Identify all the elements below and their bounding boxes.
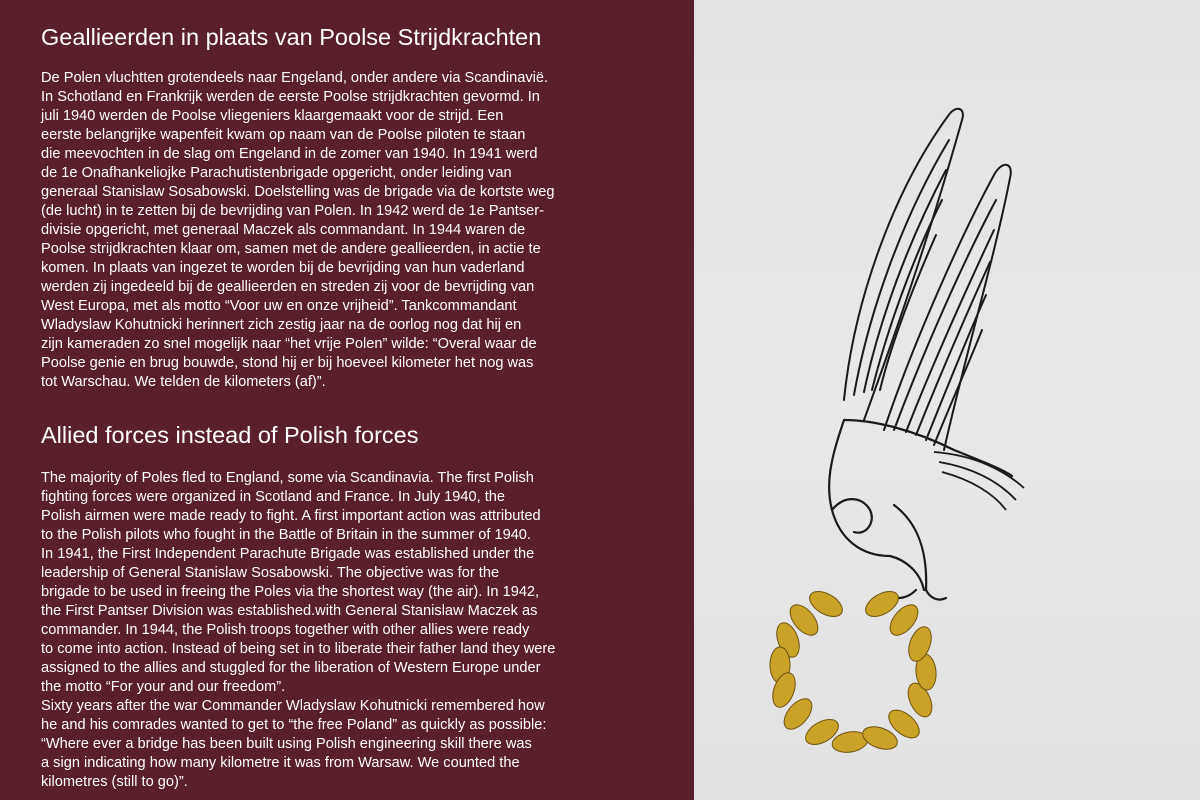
text-line: kilometres (still to go)”. bbox=[41, 774, 188, 790]
text-line: de 1e Onafhankeliojke Parachutistenbrigade opgericht, onder leiding van bbox=[41, 165, 512, 181]
text-line: the motto “For your and our freedom”. bbox=[41, 679, 286, 695]
text-line: Poolse genie en brug bouwde, stond hij er bij hoeveel kilometer het nog was bbox=[41, 355, 534, 371]
text-line: brigade to be used in freeing the Poles via the shortest way (the air). In 1942, bbox=[41, 584, 540, 600]
text-line: tot Warschau. We telden de kilometers (af)”. bbox=[41, 374, 326, 390]
text-line: die meevochten in de slag om Engeland in de zomer van 1940. In 1941 werd bbox=[41, 146, 538, 162]
text-line: zijn kameraden zo snel mogelijk naar “het vrije Polen” wilde: “Overal waar de bbox=[41, 336, 537, 352]
text-line: In 1941, the First Independent Parachute Brigade was established under the bbox=[41, 546, 535, 562]
text-line: eerste belangrijke wapenfeit kwam op naam van de Poolse piloten te staan bbox=[41, 127, 526, 143]
text-line: “Where ever a bridge has been built using Polish engineering skill there was bbox=[41, 736, 532, 752]
text-line: komen. In plaats van ingezet te worden bij de bevrijding van hun vaderland bbox=[41, 260, 525, 276]
text-line: De Polen vluchtten grotendeels naar Engeland, onder andere via Scandinavië. bbox=[41, 70, 549, 86]
text-line: assigned to the allies and stuggled for the liberation of Western Europe under bbox=[41, 660, 541, 676]
emblem-panel bbox=[694, 0, 1200, 800]
text-line: leadership of General Stanislaw Sosabowski. The objective was for the bbox=[41, 565, 500, 581]
text-line: fighting forces were organized in Scotland and France. In July 1940, the bbox=[41, 489, 506, 505]
english-heading: Allied forces instead of Polish forces bbox=[41, 422, 419, 448]
text-line: Poolse strijdkrachten klaar om, samen met de andere geallieerden, in actie te bbox=[41, 241, 541, 257]
parachute-eagle-wreath-icon bbox=[694, 0, 1200, 800]
english-paragraph bbox=[41, 469, 681, 792]
text-line: Polish airmen were made ready to fight. A first important action was attributed bbox=[41, 508, 541, 524]
laurel-wreath bbox=[768, 586, 937, 755]
text-line: The majority of Poles fled to England, some via Scandinavia. The first Polish bbox=[41, 470, 534, 486]
text-line: a sign indicating how many kilometre it was from Warsaw. We counted the bbox=[41, 755, 520, 771]
text-line: West Europa, met als motto “Voor uw en onze vrijheid”. Tankcommandant bbox=[41, 298, 517, 314]
text-line: commander. In 1944, the Polish troops together with other allies were ready bbox=[41, 622, 530, 638]
eagle-tail bbox=[934, 452, 1024, 510]
text-line: In Schotland en Frankrijk werden de eerste Poolse strijdkrachten gevormd. In bbox=[41, 89, 540, 105]
text-line: he and his comrades wanted to get to “the free Poland” as quickly as possible: bbox=[41, 717, 547, 733]
text-line: Wladyslaw Kohutnicki herinnert zich zestig jaar na de oorlog nog dat hij en bbox=[41, 317, 522, 333]
text-line: generaal Stanislaw Sosabowski. Doelstelling was de brigade via de kortste weg bbox=[41, 184, 555, 200]
text-line: werden zij ingedeeld bij de geallieerden en streden zij voor de bevrijding van bbox=[41, 279, 535, 295]
text-line: to the Polish pilots who fought in the Battle of Britain in the summer of 1940. bbox=[41, 527, 531, 543]
text-line: Sixty years after the war Commander Wladyslaw Kohutnicki remembered how bbox=[41, 698, 545, 714]
text-line: to come into action. Instead of being set in to liberate their father land they were bbox=[41, 641, 556, 657]
text-line: the First Pantser Division was established.with General Stanislaw Maczek as bbox=[41, 603, 538, 619]
text-line: juli 1940 werden de Poolse vliegeniers klaargemaakt voor de strijd. Een bbox=[41, 108, 504, 124]
eagle-body bbox=[829, 420, 1012, 600]
dutch-heading: Geallieerden in plaats van Poolse Strijdkrachten bbox=[41, 24, 542, 50]
text-line: (de lucht) in te zetten bij de bevrijding van Polen. In 1942 werd de 1e Pantser- bbox=[41, 203, 544, 219]
text-line: divisie opgericht, met generaal Maczek als commandant. In 1944 waren de bbox=[41, 222, 526, 238]
dutch-paragraph bbox=[41, 69, 681, 392]
